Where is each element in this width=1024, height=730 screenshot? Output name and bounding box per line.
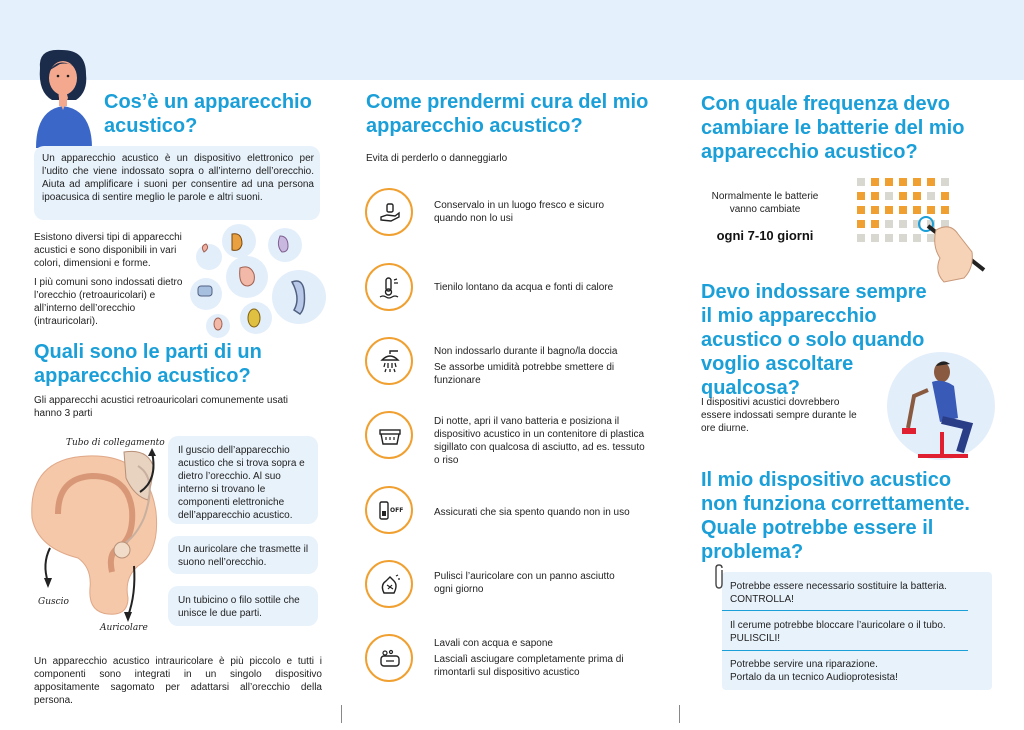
off-label: OFF: [390, 507, 404, 514]
wear-text: I dispositivi acustici dovrebbero essere indossati sempre durante le ore diurne.: [701, 397, 857, 434]
care-item-subtext: Se assorbe umidità potrebbe smettere di funzionare: [434, 362, 615, 386]
care-item-text: Assicurati che sia spento quando non in uso: [434, 507, 630, 518]
calendar-day: [885, 234, 893, 242]
label-connecting-tube: Tubo di collegamento: [66, 438, 165, 448]
fold-mark: [341, 705, 342, 723]
intraauricular-note: Un apparecchio acustico intrauricolare è più piccolo e tutti i componenti sono integrati in un singolo dispositivo appositamente sagomato per adattarsi all’orecchio della persona.: [34, 656, 322, 706]
calendar-day: [871, 178, 879, 186]
care-intro-text: Evita di perderlo o danneggiarlo: [366, 153, 508, 164]
calendar-day: [857, 220, 865, 228]
part-shell-text: Il guscio dell’apparecchio acustico che si trova sopra e dietro l’orecchio. Al suo interno si trovano le componenti elettroniche dell’apparecchio acustico.: [178, 445, 305, 521]
calendar-day: [913, 192, 921, 200]
calendar-day: [871, 220, 879, 228]
calendar-day: [941, 192, 949, 200]
man-exercising-illustration: [898, 356, 988, 462]
care-item-text: Conservalo in un luogo fresco e sicuro quando non lo usi: [434, 200, 605, 224]
paperclip-icon: [714, 564, 726, 590]
problem-earwax-action: PULISCILI!: [730, 633, 781, 644]
problem-battery-action: CONTROLLA!: [730, 594, 794, 605]
calendar-day: [871, 234, 879, 242]
calendar-day: [899, 220, 907, 228]
care-item-text: Di notte, apri il vano batteria e posiziona il dispositivo acustico in un contenitore di plastica sigillato con qualcosa di asciutto, ad es. tessuto o riso: [434, 416, 645, 466]
calendar-day: [899, 192, 907, 200]
problem-battery: Potrebbe essere necessario sostituire la batteria.: [730, 581, 947, 592]
problem-earwax: Il cerume potrebbe bloccare l’auricolare o il tubo.: [730, 620, 946, 631]
calendar-day: [885, 178, 893, 186]
problem-repair-action: Portalo da un tecnico Audioprotesista!: [730, 672, 898, 683]
top-band: [0, 0, 1024, 80]
label-shell: Guscio: [38, 597, 69, 607]
calendar-day: [857, 178, 865, 186]
hand-care-icon: [378, 201, 402, 225]
container-icon: [378, 424, 402, 448]
shower-icon: [378, 350, 402, 374]
care-icon-ring: [365, 560, 413, 608]
soap-wash-icon: [378, 647, 402, 671]
section-title-what-is: Cos’è un apparecchio acustico?: [104, 91, 312, 137]
care-icon-ring: [365, 486, 413, 534]
woman-thinking-illustration: [30, 48, 100, 148]
section-title-problem: Il mio dispositivo acustico non funziona correttamente. Quale potrebbe essere il problema?: [701, 469, 970, 563]
divider: [722, 610, 968, 611]
calendar-day: [885, 192, 893, 200]
section-title-care: Come prendermi cura del mio apparecchio acustico?: [366, 91, 649, 137]
hearing-aids-icon: [190, 224, 326, 338]
hand-pen-illustration: [914, 212, 990, 286]
thermometer-water-icon: [378, 276, 402, 300]
calendar-day: [871, 206, 879, 214]
types-text: Esistono diversi tipi di apparecchi acustici e sono disponibili in vari colori, dimensioni e forme.: [34, 232, 182, 269]
calendar-day: [927, 192, 935, 200]
care-item-subtext: Lascialì asciugare completamente prima di rimontarli sul dispositivo acustico: [434, 654, 624, 678]
divider: [722, 650, 968, 651]
care-item-text: Lavali con acqua e sapone: [434, 638, 553, 649]
calendar-day: [857, 234, 865, 242]
care-item-text: Pulisci l’auricolare con un panno asciutto ogni giorno: [434, 571, 615, 595]
battery-text: Normalmente le batterie vanno cambiate: [711, 191, 819, 215]
calendar-day: [899, 178, 907, 186]
part-tube-text: Un tubicino o filo sottile che unisce le due parti.: [178, 595, 300, 619]
calendar-day: [885, 220, 893, 228]
section-title-wear: Devo indossare sempre il mio apparecchio acustico o solo quando voglio ascoltare qualcosa?: [701, 281, 927, 399]
care-item-text: Non indossarlo durante il bagno/la doccia: [434, 346, 618, 357]
section-title-parts: Quali sono le parti di un apparecchio acustico?: [34, 341, 262, 387]
calendar-day: [857, 206, 865, 214]
calendar-day: [857, 192, 865, 200]
parts-intro-text: Gli apparecchi acustici retroauricolari comunemente usati hanno 3 parti: [34, 395, 289, 419]
calendar-day: [941, 178, 949, 186]
care-icon-ring: [365, 634, 413, 682]
problem-repair: Potrebbe servire una riparazione.: [730, 659, 878, 670]
definition-text: Un apparecchio acustico è un dispositivo elettronico per l’udito che viene indossato sopra o all’interno dell’orecchio. Aiuta ad amplificare i suoni per consentire ad una persona ipoacusica di sentire meglio le parole e altri suoni.: [42, 153, 314, 203]
calendar-day: [885, 206, 893, 214]
care-icon-ring: [365, 411, 413, 459]
care-icon-ring: [365, 337, 413, 385]
types-common-text: I più comuni sono indossati dietro l’orecchio (retroauricolari) e all’interno dell’orecchio (intrauricolari).: [34, 277, 183, 327]
part-earpiece-text: Un auricolare che trasmette il suono nell’orecchio.: [178, 544, 309, 568]
fold-mark: [679, 705, 680, 723]
care-icon-ring: [365, 188, 413, 236]
battery-frequency: ogni 7-10 giorni: [716, 228, 814, 243]
calendar-day: [899, 206, 907, 214]
care-item-text: Tienilo lontano da acqua e fonti di calore: [434, 282, 614, 293]
care-icon-ring: [365, 263, 413, 311]
label-earpiece: Auricolare: [100, 623, 148, 633]
calendar-day: [871, 192, 879, 200]
calendar-day: [913, 178, 921, 186]
calendar-day: [927, 178, 935, 186]
calendar-day: [899, 234, 907, 242]
section-title-batteries: Con quale frequenza devo cambiare le batterie del mio apparecchio acustico?: [701, 93, 965, 163]
cloth-wipe-icon: [378, 573, 402, 597]
power-off-icon: [378, 499, 406, 523]
